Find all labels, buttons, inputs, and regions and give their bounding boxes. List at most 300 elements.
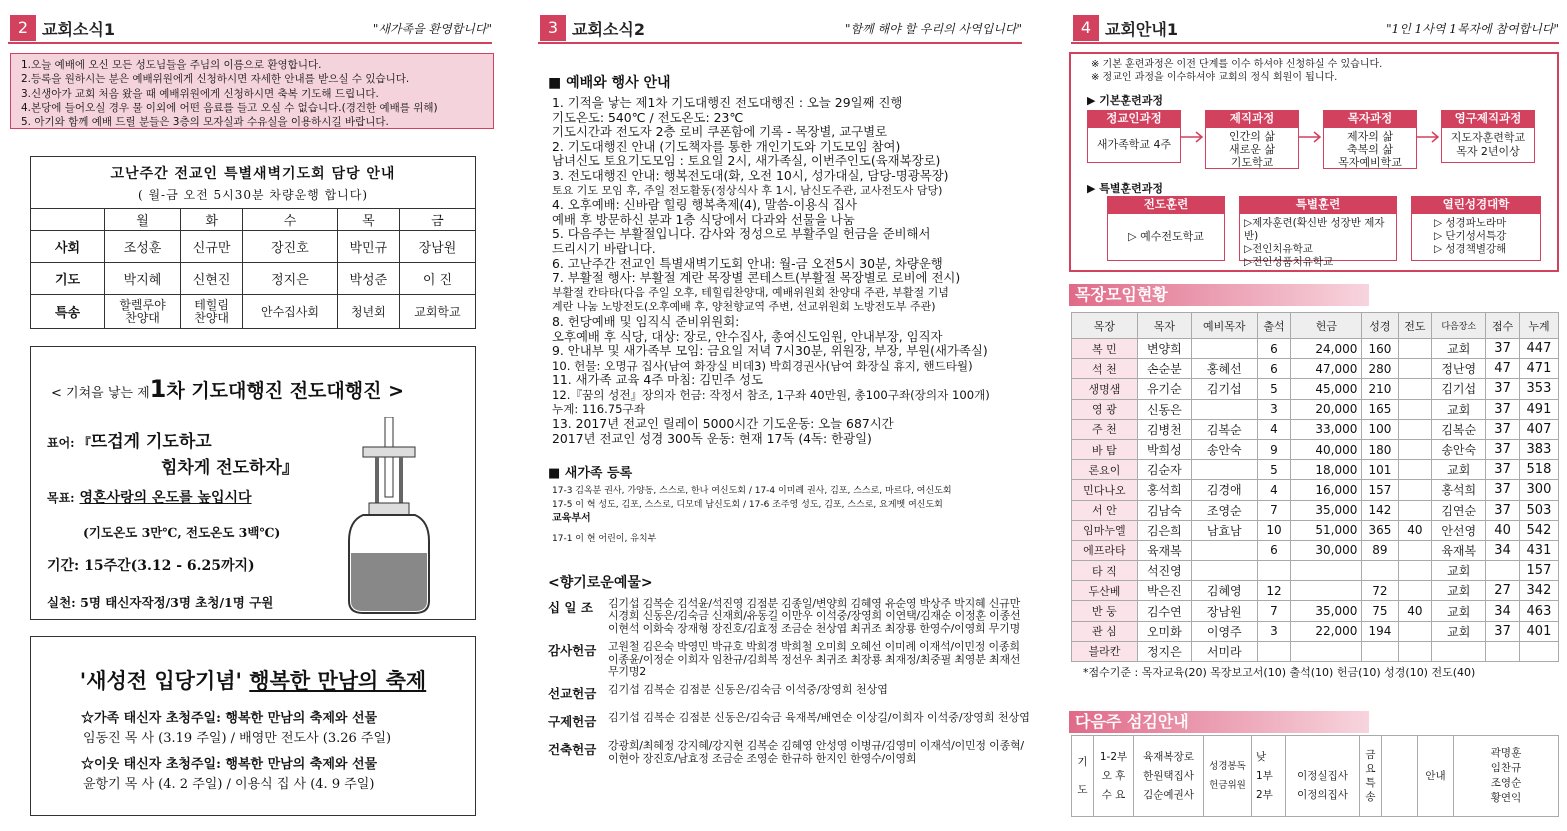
basic-training-label: ▶ 기본훈련과정 — [1087, 94, 1164, 107]
mokjang-cell: 9 — [1257, 439, 1291, 459]
announcement-line: 예배 후 방문하신 분과 1층 식당에서 다과와 선물을 나눔 — [552, 211, 855, 227]
mokjang-cell — [1191, 399, 1257, 419]
mokjang-cell: 12 — [1257, 581, 1291, 601]
mokjang-cell: 두산베 — [1072, 581, 1138, 601]
mokjang-cell: 165 — [1362, 399, 1398, 419]
mokjang-cell — [1191, 540, 1257, 560]
announcement-line: 드리시기 바랍니다. — [552, 240, 656, 256]
mokjang-cell: 생명샘 — [1072, 379, 1138, 399]
announcement-line: 9. 안내부 및 새가족부 모임: 금요일 저녁 7시30분, 위원장, 부장, 부원(새가족실) — [552, 343, 988, 359]
mokjang-cell: 503 — [1519, 500, 1558, 520]
mokjang-cell: 180 — [1362, 439, 1398, 459]
mokjang-row — [1072, 460, 1559, 480]
page-slogan: "1인 1사역 1목자에 참여합니다" — [1386, 22, 1559, 36]
course-body: 인간의 삶 새로운 삶 기도학교 — [1205, 127, 1299, 169]
cell: 곽명훈 임찬규 조영순 황연익 — [1454, 736, 1559, 817]
welcome-notice — [10, 53, 494, 129]
march-heading — [51, 375, 404, 403]
mokjang-cell: 영 광 — [1072, 399, 1138, 419]
mokjang-table — [1071, 312, 1559, 662]
mokjang-cell — [1398, 480, 1432, 500]
page-header — [1071, 14, 1559, 44]
score-criteria: *점수기준 : 목자교육(20) 목장보고서(10) 출석(10) 헌금(10) 성경(10) 전도(40) — [1083, 666, 1476, 679]
mokjang-cell: 김연순 — [1432, 500, 1486, 520]
mokjang-cell — [1398, 460, 1432, 480]
mokjang-cell: 바 탐 — [1072, 439, 1138, 459]
mokjang-cell: 447 — [1519, 339, 1558, 359]
education-line: 17-1 이 현 어린이, 유치부 — [552, 534, 657, 544]
mokjang-cell — [1398, 439, 1432, 459]
section-title-newfamily: ■ 새가족 등록 — [548, 466, 633, 481]
mokjang-cell — [1398, 359, 1432, 379]
course-body: ▷제자훈련(확신반 성장반 제자반) ▷전인치유학교 ▷전인성품치유학교 — [1239, 213, 1397, 261]
mokjang-row — [1072, 339, 1559, 359]
goal-text: 영혼사랑의 온도를 높입시다 — [79, 490, 252, 506]
mokjang-cell: 송안숙 — [1191, 439, 1257, 459]
mokjang-cell: 4 — [1257, 480, 1291, 500]
mokjang-cell: 석 천 — [1072, 359, 1138, 379]
mokjang-cell: 교회 — [1432, 399, 1486, 419]
course-body: ▷ 예수전도학교 — [1107, 213, 1225, 261]
mokjang-cell: 33,000 — [1291, 419, 1362, 439]
announcement-line: 2017년 전교인 성경 300독 운동: 현재 17독 (4독: 한광일) — [552, 430, 872, 446]
mokjang-cell: 오미화 — [1137, 621, 1191, 641]
mokjang-cell: 홍석희 — [1137, 480, 1191, 500]
course-head: 전도훈련 — [1107, 196, 1225, 213]
course-body: 지도자훈련학교 목자 2년이상 — [1441, 127, 1535, 163]
special-training-label: ▶ 특별훈련과정 — [1087, 182, 1164, 195]
period: 기간: 15주간(3.12 - 6.25까지) — [47, 558, 255, 574]
mokjang-cell — [1398, 561, 1432, 581]
announcement-line: 기도시간과 전도자 2층 로비 쿠폰함에 기록 - 목장별, 교구별로 — [552, 124, 888, 140]
mokjang-cell: 37 — [1486, 339, 1520, 359]
announcement-line: 계란 나눔 노방전도(오후예배 후, 양천향교역 주변, 선교위원회 노방전도부 주관) — [552, 300, 936, 314]
mokjang-cell: 교회 — [1432, 460, 1486, 480]
mokjang-cell: 3 — [1257, 621, 1291, 641]
mokjang-cell: 40 — [1486, 520, 1520, 540]
mokjang-cell: 5 — [1257, 379, 1291, 399]
mokjang-row — [1072, 419, 1559, 439]
mokjang-cell: 교회 — [1432, 561, 1486, 581]
mokjang-cell — [1398, 641, 1432, 661]
family-invite-speakers: 임동진 목 사 (3.19 주일) / 배영만 전도사 (3.26 주일) — [83, 731, 392, 746]
mokjang-cell: 34 — [1486, 540, 1520, 560]
notice-line: 1.오늘 예배에 오신 모든 성도님들을 주님의 이름으로 환영합니다. — [21, 59, 322, 71]
mokjang-cell: 복 민 — [1072, 339, 1138, 359]
mokjang-cell: 4 — [1257, 419, 1291, 439]
mokjang-cell: 35,000 — [1291, 500, 1362, 520]
announcement-line: 기도온도: 540℃ / 전도온도: 23℃ — [552, 109, 744, 125]
prayer-subtitle: ( 월-금 오전 5시30분 차량운행 합니다) — [137, 187, 369, 202]
mokjang-cell: 194 — [1362, 621, 1398, 641]
mokjang-cell: 37 — [1486, 399, 1520, 419]
mokjang-cell: 장남원 — [1191, 601, 1257, 621]
col-header: 목자 — [1137, 313, 1191, 339]
mokjang-cell: 101 — [1362, 460, 1398, 480]
mokjang-cell: 47,000 — [1291, 359, 1362, 379]
mokjang-cell: 7 — [1257, 601, 1291, 621]
next-week-service-table — [1071, 735, 1559, 817]
goal-line — [47, 487, 252, 507]
mokjang-cell: 40 — [1398, 520, 1432, 540]
offering-kind: 선교헌금 — [548, 686, 597, 702]
announcement-line: 10. 헌물: 오명규 집사(남여 화장실 비데3) 박희경권사(남여 화장실 휴지, 핸드타월) — [552, 358, 973, 373]
mokjang-cell: 블라칸 — [1072, 641, 1138, 661]
mokjang-cell: 210 — [1362, 379, 1398, 399]
mokjang-cell: 518 — [1519, 460, 1558, 480]
page-slogan: "함께 해야 할 우리의 사역입니다" — [845, 22, 1022, 36]
mokjang-cell — [1291, 561, 1362, 581]
mokjang-cell: 에프라타 — [1072, 540, 1138, 560]
neighbor-invite-speakers: 윤항기 목 사 (4. 2 주일) / 이용식 집 사 (4. 9 주일) — [83, 777, 375, 792]
mokjang-row — [1072, 520, 1559, 540]
goal-label: 목표: — [47, 491, 75, 505]
offering-names: 고원철 김은숙 박영민 박규호 박희경 박희철 오미희 오혜선 이미례 이재석/이민정 이종희 이종윤/이정순 이희자 임찬규/김희복 정선우 최귀조 최장룡 최재정/최중필 최영분 최재선 무기명2 — [608, 640, 1021, 679]
section-title-worship: ■ 예배와 행사 안내 — [548, 75, 671, 91]
festival-box — [30, 636, 476, 816]
mokjang-cell: 401 — [1519, 621, 1558, 641]
mokjang-row — [1072, 561, 1559, 581]
mokjang-cell: 교회 — [1432, 621, 1486, 641]
mokjang-cell: 김복순 — [1432, 419, 1486, 439]
cell: 신현진 — [181, 263, 243, 295]
announcement-line: 12.『꿈의 성전』장의자 헌금: 작정서 참조, 1구좌 40만원, 총100구좌(장의자 100개) — [552, 387, 990, 402]
mokjang-section-title: 목장모임현황 — [1069, 284, 1369, 306]
cell: 조성훈 — [105, 231, 181, 263]
mokjang-cell: 160 — [1362, 339, 1398, 359]
cell: 테힐림 찬양대 — [181, 295, 243, 329]
page-title: 교회소식2 — [572, 20, 645, 39]
motto-line-2: 힘차게 전도하자』 — [161, 458, 299, 478]
cell: 할렐루야 찬양대 — [105, 295, 181, 329]
special-course — [1107, 196, 1225, 261]
mokjang-cell: 조영순 — [1191, 500, 1257, 520]
dawn-prayer-table — [30, 156, 476, 329]
announcement-line: 토요 기도 모임 후, 주일 전도활동(정상식사 후 1시, 남신도주관, 교사전도사 담당) — [552, 183, 943, 197]
page-number: 4 — [1073, 15, 1099, 41]
mokjang-cell: 40 — [1398, 601, 1432, 621]
mokjang-cell: 75 — [1362, 601, 1398, 621]
mokjang-cell — [1257, 641, 1291, 661]
mokjang-cell: 교회 — [1432, 339, 1486, 359]
mokjang-cell: 안선영 — [1432, 520, 1486, 540]
mokjang-cell: 407 — [1519, 419, 1558, 439]
mokjang-cell — [1398, 379, 1432, 399]
page-church-guide-1 — [1063, 0, 1567, 831]
mokjang-cell: 석진영 — [1137, 561, 1191, 581]
announcement-line: 11. 새가족 교육 4주 마침: 김민주 성도 — [552, 372, 763, 388]
mokjang-cell — [1398, 581, 1432, 601]
col-header: 점수 — [1486, 313, 1520, 339]
course-head: 제직과정 — [1205, 110, 1299, 127]
mokjang-cell: 임마누엘 — [1072, 520, 1138, 540]
cell: 1-2부 오 후 수 요 — [1094, 736, 1134, 817]
course-head: 목자과정 — [1323, 110, 1417, 127]
offering-kind: 건축헌금 — [548, 742, 597, 758]
mokjang-cell: 157 — [1362, 480, 1398, 500]
cell: 정지은 — [243, 263, 338, 295]
mokjang-cell: 37 — [1486, 621, 1520, 641]
cell: 안수집사회 — [243, 295, 338, 329]
mokjang-cell — [1362, 641, 1398, 661]
announcement-line: 누계: 116.75구좌 — [552, 402, 645, 417]
mokjang-cell: 6 — [1257, 540, 1291, 560]
mokjang-cell: 7 — [1257, 500, 1291, 520]
page-header — [538, 14, 1022, 44]
mokjang-cell: 남효남 — [1191, 520, 1257, 540]
mokjang-cell: 280 — [1362, 359, 1398, 379]
course-head: 정교인과정 — [1087, 110, 1181, 127]
offering-names: 김기섭 김복순 김석윤/석진영 김점분 김종일/변양희 김혜영 유순영 박상주 박지혜 신규만 시경희 신동은/김숙금 신재희/유동길 이만우 이석중/장영희 이연택/김재순 이정훈 이종선 이현석 이화숙 장재형 장진호/김효정 조금순 천상엽 최귀조 최장룡 한영수/이영희 무기명 — [608, 597, 1021, 635]
mokjang-cell: 51,000 — [1291, 520, 1362, 540]
festival-title — [31, 665, 475, 695]
offering-names: 강광희/최혜정 강지혜/강지현 김복순 김혜영 안성영 이병규/김영미 이재석/이민정 이종혁/이현아 장진호/남효정 조금순 조영순 한규하 한지인 한영수/이영희 — [608, 739, 1024, 765]
mokjang-cell: 변양희 — [1137, 339, 1191, 359]
mokjang-cell: 주 천 — [1072, 419, 1138, 439]
row-header: 기도 — [31, 263, 105, 295]
mokjang-cell — [1486, 641, 1520, 661]
mokjang-cell: 손순분 — [1137, 359, 1191, 379]
special-course — [1239, 196, 1397, 268]
mokjang-row — [1072, 500, 1559, 520]
new-family-line: 17-3 김옥분 권사, 가양동, 스스로, 한나 여신도회 / 17-4 이미례 권사, 김포, 스스로, 마르다, 여신도회 — [552, 486, 952, 496]
offering-row — [548, 684, 1030, 702]
mokjang-cell: 반 둥 — [1072, 601, 1138, 621]
offering-kind: 십 일 조 — [548, 600, 593, 615]
cell: 안내 — [1418, 736, 1454, 817]
mokjang-cell — [1191, 339, 1257, 359]
mokjang-cell: 27 — [1486, 581, 1520, 601]
march-heading-part: < 기쳐을 낳는 제 — [51, 386, 150, 401]
mokjang-cell — [1257, 561, 1291, 581]
page-header — [8, 14, 492, 44]
mokjang-row — [1072, 601, 1559, 621]
mokjang-cell — [1398, 419, 1432, 439]
offerings-list — [548, 598, 1030, 765]
mokjang-cell — [1291, 581, 1362, 601]
mokjang-row — [1072, 540, 1559, 560]
day-header: 월 — [105, 209, 181, 231]
offering-row — [548, 641, 1030, 678]
mokjang-cell: 이영주 — [1191, 621, 1257, 641]
page-number: 3 — [540, 15, 566, 41]
mokjang-cell: 5 — [1257, 460, 1291, 480]
mokjang-cell: 교회 — [1432, 601, 1486, 621]
motto-line-1 — [47, 427, 212, 452]
day-header: 금 — [399, 209, 475, 231]
mokjang-cell — [1398, 339, 1432, 359]
mokjang-cell: 37 — [1486, 379, 1520, 399]
mokjang-cell: 22,000 — [1291, 621, 1362, 641]
mokjang-cell: 육재복 — [1432, 540, 1486, 560]
mokjang-cell: 471 — [1519, 359, 1558, 379]
mokjang-row — [1072, 399, 1559, 419]
offering-kind: 구제헌금 — [548, 714, 597, 730]
cell: 성경봉독 헌금위원 — [1204, 736, 1252, 817]
mokjang-cell: 3 — [1257, 399, 1291, 419]
cell: 이정실집사 이정의집사 — [1286, 736, 1360, 817]
col-header: 헌금 — [1291, 313, 1362, 339]
mokjang-cell: 6 — [1257, 339, 1291, 359]
page-slogan: "새가족을 환영합니다" — [372, 22, 492, 36]
motto-label: 표어: 『 — [47, 436, 91, 450]
announcement-line: 5. 다음주는 부활절입니다. 감사와 정성으로 부활주일 헌금을 준비해서 — [552, 226, 931, 242]
day-header: 수 — [243, 209, 338, 231]
mokjang-cell — [1398, 399, 1432, 419]
next-week-section-title: 다음주 섬김안내 — [1069, 711, 1369, 733]
mokjang-cell — [1398, 540, 1432, 560]
mokjang-cell: 유기순 — [1137, 379, 1191, 399]
announcement-line: 7. 부활절 행사: 부활절 계란 목장별 콘테스트(부활절 목장별로 로비에 전시) — [552, 270, 961, 286]
mokjang-cell: 김남숙 — [1137, 500, 1191, 520]
mokjang-cell: 47 — [1486, 359, 1520, 379]
neighbor-invite: ☆이웃 태신자 초청주일: 행복한 만남의 축제와 선물 — [81, 757, 378, 772]
cell: 금 요 특 송 — [1360, 736, 1382, 817]
cell: 낮 1부 2부 — [1252, 736, 1286, 817]
mokjang-cell: 김기섭 — [1191, 379, 1257, 399]
col-header: 예비목자 — [1191, 313, 1257, 339]
day-header: 화 — [181, 209, 243, 231]
mokjang-cell: 142 — [1362, 500, 1398, 520]
mokjang-cell — [1486, 561, 1520, 581]
mokjang-row — [1072, 359, 1559, 379]
mokjang-cell: 교회 — [1432, 581, 1486, 601]
mokjang-cell — [1362, 561, 1398, 581]
mokjang-cell: 타 직 — [1072, 561, 1138, 581]
mokjang-cell: 민다나오 — [1072, 480, 1138, 500]
notice-line: 5. 아기와 함께 예배 드릴 분들은 3층의 모자실과 수유실을 이용하시길 바랍니다. — [21, 116, 389, 129]
cell: 장진호 — [243, 231, 338, 263]
temperature-goal: (기도온도 3만℃, 전도온도 3백℃) — [83, 525, 281, 540]
announcement-line: 부활절 칸타타(다음 주일 오후, 테힐림찬양대, 예배위원회 찬양대 주관, 부활절 기념 — [552, 285, 949, 299]
training-course-box — [1069, 52, 1559, 272]
training-notes — [1091, 58, 1382, 84]
offering-row — [548, 740, 1030, 765]
course-head: 특별훈련 — [1239, 196, 1397, 213]
mokjang-cell: 서미라 — [1191, 641, 1257, 661]
arrow-right-icon — [1299, 130, 1323, 144]
page-title: 교회안내1 — [1105, 20, 1178, 39]
announcement-line: 2. 기도대행진 안내 (기도책자를 통한 개인기도와 기도모임 참여) — [552, 138, 901, 154]
mokjang-cell: 홍석희 — [1432, 480, 1486, 500]
page-church-news-1 — [0, 0, 500, 831]
cell: 박지혜 — [105, 263, 181, 295]
cell: 교회학교 — [399, 295, 475, 329]
mokjang-cell: 300 — [1519, 480, 1558, 500]
mokjang-cell — [1398, 500, 1432, 520]
cell: 신규만 — [181, 231, 243, 263]
cell: 이 진 — [399, 263, 475, 295]
cell: 육재복장로 한원택집사 김순예권사 — [1134, 736, 1204, 817]
motto-text: 뜨겁게 기도하고 — [90, 432, 212, 452]
course-body: 새가족학교 4주 — [1087, 127, 1181, 163]
mokjang-cell: 16,000 — [1291, 480, 1362, 500]
march-heading-part: 차 기도대행진 전도대행진 > — [166, 380, 405, 402]
mokjang-cell: 35,000 — [1291, 601, 1362, 621]
announcement-line: 13. 2017년 전교인 릴레이 5000시간 기도운동: 오늘 687시간 — [552, 416, 894, 432]
mokjang-cell: 24,000 — [1291, 339, 1362, 359]
page-title: 교회소식1 — [42, 20, 115, 39]
mokjang-cell: 박희성 — [1137, 439, 1191, 459]
announcement-line: 오후예배 후 식당, 대상: 장로, 안수집사, 총여신도임원, 안내부장, 임직자 — [552, 328, 943, 344]
mokjang-row — [1072, 621, 1559, 641]
col-header: 성경 — [1362, 313, 1398, 339]
cell: 박민규 — [337, 231, 399, 263]
row-header: 사회 — [31, 231, 105, 263]
notice-line: 3.신생아가 교회 처음 왔을 때 예배위원에게 신청하시면 축복 기도해 드립니다. — [21, 87, 379, 100]
mokjang-row — [1072, 439, 1559, 459]
mokjang-cell: 송안숙 — [1432, 439, 1486, 459]
family-invite: ☆가족 태신자 초청주일: 행복한 만남의 축제와 선물 — [81, 711, 378, 726]
mokjang-cell: 353 — [1519, 379, 1558, 399]
mokjang-cell: 72 — [1362, 581, 1398, 601]
mokjang-cell: 100 — [1362, 419, 1398, 439]
prayer-title: 고난주간 전교인 특별새벽기도회 담당 안내 — [110, 165, 396, 182]
practice: 실천: 5명 태신자작정/3명 초청/1명 구원 — [47, 595, 274, 610]
mokjang-cell: 431 — [1519, 540, 1558, 560]
mokjang-cell: 37 — [1486, 460, 1520, 480]
mokjang-header-row — [1072, 313, 1559, 339]
mokjang-cell: 342 — [1519, 581, 1558, 601]
festival-title-part: '새성전 입당기념' — [79, 668, 242, 693]
mokjang-row — [1072, 379, 1559, 399]
announcement-line: 8. 헌당예배 및 임직식 준비위원회: — [552, 313, 740, 329]
mokjang-cell: 김혜영 — [1191, 581, 1257, 601]
announcement-line: 4. 오후예배: 신바람 힐링 행복축제(4), 말씀-이용식 집사 — [552, 197, 857, 213]
new-family-line: 17-5 이 혁 성도, 김포, 스스로, 디모데 남신도회 / 17-6 조주영 성도, 김포, 스스로, 요게벳 여신도회 — [552, 500, 943, 510]
mokjang-cell: 서 안 — [1072, 500, 1138, 520]
course-head: 영구제직과정 — [1441, 110, 1535, 127]
col-header: 전도 — [1398, 313, 1432, 339]
mokjang-cell: 157 — [1519, 561, 1558, 581]
mokjang-cell: 89 — [1362, 540, 1398, 560]
mokjang-cell: 김은희 — [1137, 520, 1191, 540]
mokjang-cell — [1398, 621, 1432, 641]
mokjang-cell: 육재복 — [1137, 540, 1191, 560]
announcement-line: 3. 전도대행진 안내: 행복전도대(화, 오전 10시, 성가대실, 담당-명광목장) — [552, 167, 949, 183]
day-header: 목 — [337, 209, 399, 231]
offerings-title: <향기로운예물> — [548, 575, 653, 591]
mokjang-cell: 34 — [1486, 601, 1520, 621]
offering-names: 김기섭 김복순 김점분 신동은/김숙금 육재복/배연순 이상길/이희자 이석중/장영희 천상엽 — [608, 711, 1030, 725]
basic-course — [1323, 110, 1417, 169]
training-note: ※ 정교인 과정을 이수하셔야 교회의 정식 회원이 됩니다. — [1091, 72, 1338, 83]
mokjang-row — [1072, 480, 1559, 500]
new-family-list — [552, 484, 952, 546]
cell: 박성준 — [337, 263, 399, 295]
basic-course — [1205, 110, 1299, 169]
mokjang-cell: 김복순 — [1191, 419, 1257, 439]
mokjang-cell: 관 심 — [1072, 621, 1138, 641]
mokjang-cell — [1191, 561, 1257, 581]
basic-course — [1441, 110, 1535, 163]
mokjang-cell: 김병천 — [1137, 419, 1191, 439]
mokjang-cell: 491 — [1519, 399, 1558, 419]
mokjang-cell — [1191, 460, 1257, 480]
offering-row — [548, 598, 1030, 635]
mokjang-cell — [1432, 641, 1486, 661]
special-course — [1411, 196, 1541, 261]
prayer-march-box — [30, 346, 476, 620]
mokjang-cell: 37 — [1486, 500, 1520, 520]
mokjang-cell: 정지은 — [1137, 641, 1191, 661]
col-header: 누계 — [1519, 313, 1558, 339]
mokjang-cell: 김기섭 — [1432, 379, 1486, 399]
cell: 장남원 — [399, 231, 475, 263]
mokjang-cell: 40,000 — [1291, 439, 1362, 459]
mokjang-cell: 김순자 — [1137, 460, 1191, 480]
training-note: ※ 기본 훈련과정은 이전 단계를 이수 하셔야 신청하실 수 있습니다. — [1091, 59, 1383, 70]
